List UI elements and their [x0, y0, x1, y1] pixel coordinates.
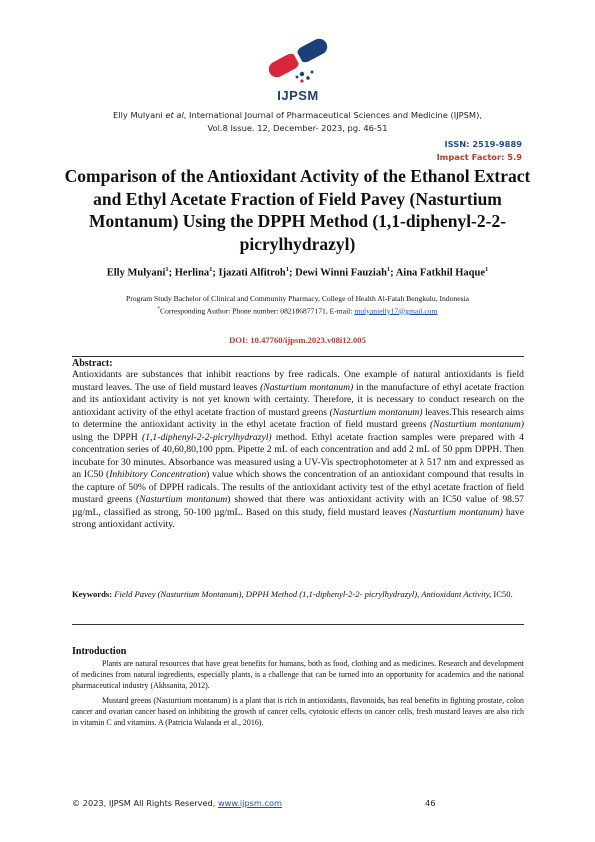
- author-name: Ijazati Alfitroh: [218, 267, 286, 279]
- keywords-label: Keywords:: [72, 589, 113, 599]
- introduction-heading: Introduction: [72, 646, 127, 657]
- abstract-heading: Abstract:: [72, 358, 113, 369]
- author-affil-mark: 1: [165, 266, 169, 273]
- citation-line-1: [60, 109, 535, 122]
- author-name: Elly Mulyani: [106, 267, 166, 279]
- abstract-text: using the DPPH: [72, 431, 142, 443]
- author-list: [60, 266, 535, 279]
- author-separator: ;: [390, 267, 396, 279]
- abstract-bottom-rule: [72, 624, 524, 625]
- author-name: Dewi Winni Fauziah: [295, 267, 387, 279]
- author-affil-mark: 1: [209, 266, 213, 273]
- footer-copyright: [72, 798, 282, 808]
- citation-etal: et al: [162, 110, 184, 120]
- author-separator: ;: [168, 267, 175, 279]
- author-affil-mark: 1: [285, 266, 289, 273]
- corresponding-mark: *: [157, 306, 161, 312]
- abstract-text: in the manufacture of ethyl acetate fraction and its antioxidant activity is not yet known with certainty. Therefore, it is necessary to conduct research on the antioxidant activity of the ethyl acetate fraction of mustard greens: [72, 381, 525, 418]
- doi-label: DOI: 10.47760/ijpsm.2023.v08i12.005: [229, 335, 366, 345]
- author-separator: ;: [288, 267, 296, 279]
- abstract-italic: (Nasturtium montanum): [409, 506, 503, 518]
- keywords-tail: IC50.: [491, 589, 513, 599]
- logo-text: IJPSM: [277, 88, 319, 103]
- website-link[interactable]: www.ijpsm.com: [217, 798, 282, 808]
- article-title: Comparison of the Antioxidant Activity of the Ethanol Extract and Ethyl Acetate Fraction of Field Pavey (Nasturtium Montanum) Using the DPPH Method (1,1-diphenyl-2-2- picrylhydrazyl): [64, 166, 531, 254]
- author-name: Aina Fatkhil Haque: [395, 267, 485, 279]
- introduction-paragraph: Mustard greens (Nasturtium montanum) is a plant that is rich in antioxidants, flavonoids, has real benefits in fighting prostate, colon cancer and ovarian cancer based on inhibiting the growth of cancer cells, cytotoxic effects on cancer cells, fresh mustard leaves are also rich in vitamin C and vitamins. A (Patricia Walanda et al., 2016).: [72, 695, 524, 728]
- affiliation-block: [60, 294, 535, 317]
- page-number: 46: [425, 798, 436, 808]
- abstract-italic: Nasturtium montanum: [139, 494, 228, 505]
- abstract-text: Antioxidants are substances that inhibit reactions by free radicals. One example of natural antioxidants is field mustard leaves. The use of field mustard leaves: [72, 369, 524, 393]
- introduction-paragraph: Plants are natural resources that have great benefits for humans, both as food, clothing and as medicines. Research and development of medicines from natural ingredients, especially plants, is a challenge that can be turned into an opportunity for academics and the national pharmaceutical industry (Akhsanita, 2012).: [72, 659, 524, 691]
- author-affil-mark: 1: [386, 266, 391, 273]
- abstract-top-rule: [72, 356, 524, 357]
- citation-journal: , International Journal of Pharmaceutical Sciences and Medicine (IJPSM),: [183, 110, 482, 120]
- abstract-text: ) showed that there was antioxidant activity with an IC50 value of 98.57 µg/mL, classified as strong, 50-100 µg/mL. Based on this study, field mustard leaves: [72, 494, 524, 518]
- abstract-italic: (Nasturtium montanum): [260, 381, 354, 393]
- abstract-body: [72, 369, 524, 532]
- impact-factor-label: Impact Factor: 5.9: [436, 152, 522, 162]
- introduction-body: [72, 658, 524, 728]
- copyright-text: © 2023, IJPSM All Rights Reserved,: [72, 798, 218, 808]
- abstract-italic: (1,1-diphenyl-2-2-picrylhydrazyl): [142, 431, 272, 443]
- corresponding-author: [60, 305, 535, 317]
- abstract-italic: (Nasturtium montanum): [329, 406, 423, 418]
- citation-line-2: Vol.8 Issue. 12, December- 2023, pg. 46-51: [207, 122, 388, 133]
- affiliation: Program Study Bachelor of Clinical and Community Pharmacy, College of Health Al-Fatah Bengkulu, Indonesia: [125, 294, 470, 303]
- citation-author: Elly Mulyani: [113, 110, 163, 120]
- abstract-text: leaves.This research aims to determine the antioxidant activity in the ethyl acetate fraction of field mustard greens: [72, 406, 524, 430]
- author-affil-mark: 1: [485, 266, 489, 273]
- abstract-italic: Inhibitory Concentration: [109, 469, 207, 480]
- email-link[interactable]: mulyanielly17@gmail.com: [354, 306, 438, 316]
- corresponding-text: Corresponding Author: Phone number: 082186877171, E-mail:: [160, 306, 355, 316]
- abstract-text: have strong antioxidant activity.: [72, 506, 525, 530]
- issn-label: ISSN: 2519-9889: [444, 139, 522, 149]
- citation-header: [60, 109, 535, 134]
- keywords-italic: Field Pavey (Nasturtium Montanum), DPPH Method (1,1-diphenyl-2-2- picrylhydrazyl), Antioxidant Activity,: [112, 589, 492, 599]
- abstract-italic: (Nasturtium montanum): [429, 419, 524, 430]
- journal-logo: [258, 36, 338, 104]
- author-separator: ;: [212, 267, 219, 279]
- author-name: Herlina: [174, 267, 210, 279]
- abstract-text: ) value which shows the concentration of an antioxidant compound that results in the capture of 50% of DPPH radicals. The results of the antioxidant activity test of the ethyl acetate fraction of field mustard greens (: [72, 469, 524, 505]
- keywords-block: [72, 589, 524, 601]
- abstract-text: method. Ethyl acetate fraction samples were prepared with 4 concentration series of 40,60,80,100 ppm. Pipette 2 mL of each concentration and add 2 mL of 50 ppm DPPH. Then incubate for 30 minutes. Absorbance was measured using a UV-Vis spectrophotometer at λ 517 nm and expressed as an IC50 (: [72, 431, 524, 480]
- capsule-logo-icon: [258, 36, 338, 88]
